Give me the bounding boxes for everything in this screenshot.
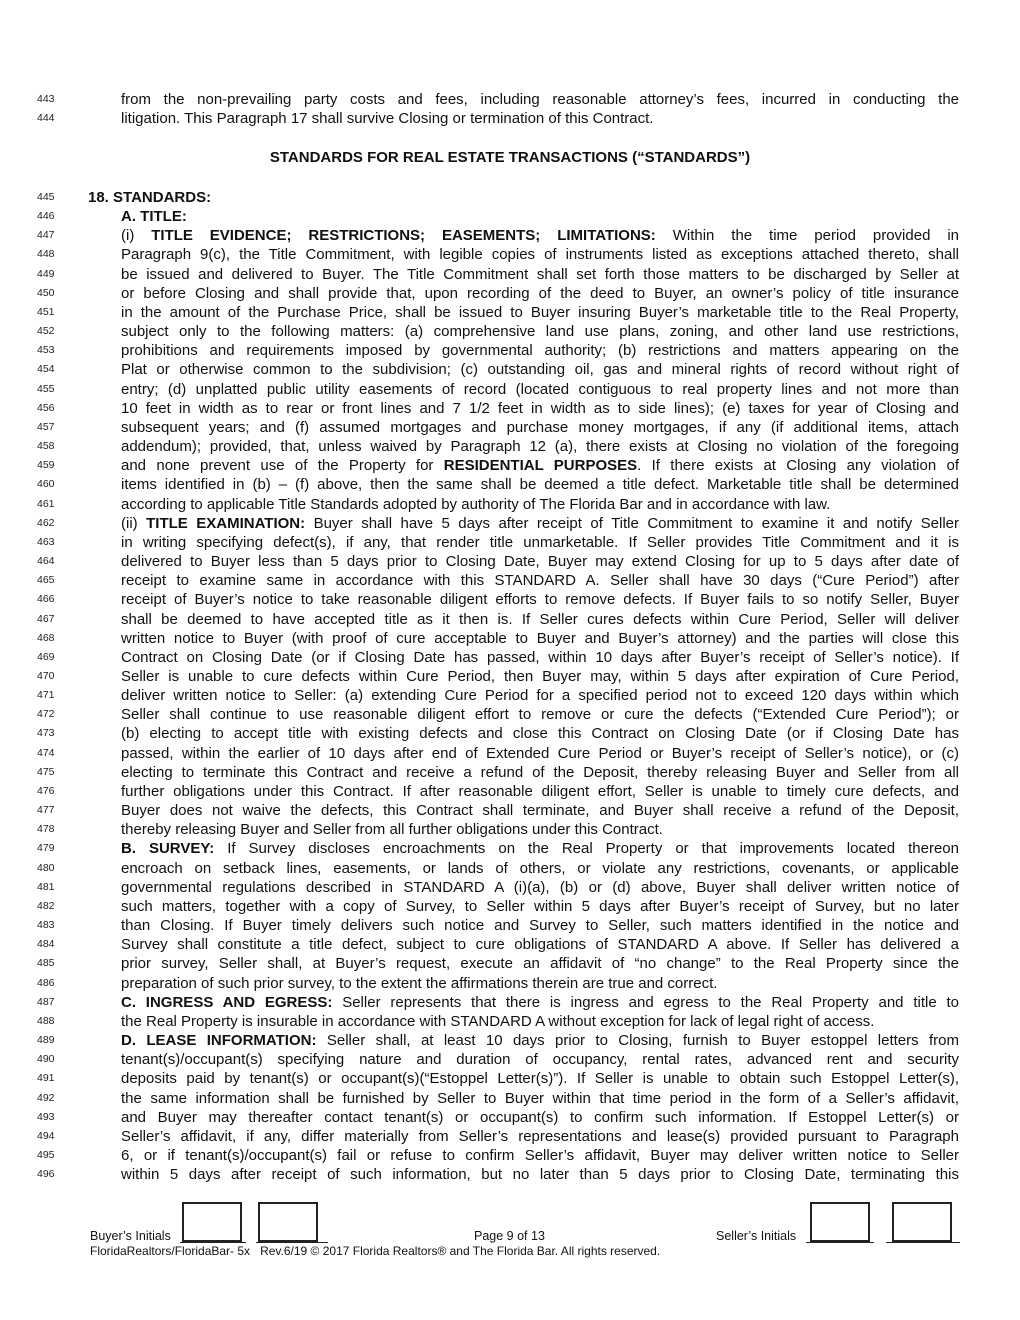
text-run: delivered to Buyer less than 5 days prior to Closing Date, Buyer may extend Closing for up to 5 days after date of xyxy=(121,553,959,571)
bold-text: RESIDENTIAL PURPOSES xyxy=(443,457,638,475)
bold-text: B. SURVEY: xyxy=(121,840,215,858)
line-text xyxy=(121,667,959,686)
contract-line xyxy=(0,1108,1020,1127)
contract-line xyxy=(0,418,1020,437)
contract-line xyxy=(0,916,1020,935)
buyer-initials-underline-2 xyxy=(256,1242,328,1243)
line-number: 467 xyxy=(37,612,55,625)
line-text xyxy=(121,90,959,109)
text-run: deliver written notice to Seller: (a) extending Cure Period for a specified period not to exceed 120 days within which xyxy=(121,687,959,705)
line-text xyxy=(121,495,959,514)
contract-line xyxy=(0,514,1020,533)
form-id: FloridaRealtors/FloridaBar- 5x xyxy=(90,1244,251,1258)
line-number: 483 xyxy=(37,919,55,932)
text-run: Buyer shall have 5 days after receipt of Title Commitment to examine it and notify Seller xyxy=(305,514,959,532)
text-run: entry; (d) unplatted public utility easements of record (located contiguous to real property lines and not more than xyxy=(121,380,959,398)
text-run: within 5 days after receipt of such information, but no later than 5 days prior to Closing Date, terminating this xyxy=(121,1166,959,1184)
contract-line xyxy=(0,629,1020,648)
line-number: 448 xyxy=(37,248,55,261)
line-number: 466 xyxy=(37,593,55,606)
buyer-initials-box-1[interactable] xyxy=(182,1202,242,1242)
contract-line xyxy=(0,495,1020,514)
line-text xyxy=(121,303,959,322)
section-heading: STANDARDS FOR REAL ESTATE TRANSACTIONS (“STANDARDS”) xyxy=(269,149,751,166)
line-text xyxy=(121,360,959,379)
text-run: passed, within the earlier of 10 days after end of Extended Cure Period or Buyer’s receipt of Seller’s notice), or (c) xyxy=(121,744,959,762)
contract-line xyxy=(0,859,1020,878)
contract-line xyxy=(0,1069,1020,1088)
text-run: receipt to examine same in accordance with this STANDARD A. Seller shall have 30 days (“Cure Period”) after xyxy=(121,572,959,590)
text-run: the Real Property is insurable in accordance with STANDARD A without exception for lack of legal right of access. xyxy=(121,1012,875,1030)
contract-line xyxy=(0,571,1020,590)
line-text xyxy=(121,782,959,801)
line-text xyxy=(121,820,959,839)
line-number: 455 xyxy=(37,382,55,395)
line-text xyxy=(121,629,959,648)
line-text xyxy=(121,109,959,128)
contract-line xyxy=(0,686,1020,705)
seller-initials-underline-1 xyxy=(806,1242,874,1243)
text-run: prohibitions and requirements imposed by governmental authority; (b) restrictions and matters appearing on the xyxy=(121,342,959,360)
line-text xyxy=(121,1165,959,1184)
contract-line xyxy=(0,820,1020,839)
contract-line xyxy=(0,303,1020,322)
line-number: 493 xyxy=(37,1110,55,1123)
line-number: 486 xyxy=(37,976,55,989)
contract-line xyxy=(0,109,1020,128)
line-number: 478 xyxy=(37,823,55,836)
text-run: Within the time period provided in xyxy=(655,227,959,245)
text-run: (i) xyxy=(121,227,152,245)
contract-line xyxy=(0,974,1020,993)
line-number: 479 xyxy=(37,842,55,855)
line-number: 452 xyxy=(37,325,55,338)
line-number: 480 xyxy=(37,861,55,874)
line-text xyxy=(121,475,959,494)
contract-line xyxy=(0,705,1020,724)
contract-line xyxy=(0,456,1020,475)
line-text xyxy=(121,974,959,993)
contract-line xyxy=(0,897,1020,916)
text-run: electing to terminate this Contract and receive a refund of the Deposit, thereby releasing Buyer and Seller from all xyxy=(121,763,959,781)
line-number: 460 xyxy=(37,478,55,491)
line-text xyxy=(121,801,959,820)
text-run: the same information shall be furnished by Seller to Buyer within that time period in the form of a Seller’s affidavit, xyxy=(121,1089,959,1107)
line-number: 450 xyxy=(37,286,55,299)
line-number: 473 xyxy=(37,727,55,740)
line-number: 485 xyxy=(37,957,55,970)
contract-line xyxy=(0,399,1020,418)
line-number: 457 xyxy=(37,420,55,433)
line-text xyxy=(121,897,959,916)
line-text xyxy=(121,916,959,935)
line-number: 465 xyxy=(37,574,55,587)
line-number: 453 xyxy=(37,344,55,357)
seller-initials-box-2[interactable] xyxy=(892,1202,952,1242)
bold-text: TITLE EXAMINATION: xyxy=(146,514,306,532)
buyer-initials-underline-1 xyxy=(180,1242,246,1243)
text-run: litigation. This Paragraph 17 shall survive Closing or termination of this Contract. xyxy=(121,110,654,127)
text-run: Survey shall constitute a title defect, subject to cure obligations of STANDARD A above. If Seller has delivered a xyxy=(121,936,959,954)
line-number: 459 xyxy=(37,459,55,472)
line-text xyxy=(121,878,959,897)
line-text xyxy=(121,686,959,705)
line-text xyxy=(121,514,959,533)
line-text xyxy=(121,399,959,418)
text-run: Seller shall, at least 10 days prior to Closing, furnish to Buyer estoppel letters from xyxy=(316,1032,959,1050)
line-number: 443 xyxy=(37,93,55,105)
line-number: 492 xyxy=(37,1091,55,1104)
line-text xyxy=(121,839,959,858)
line-text xyxy=(121,226,959,245)
line-number: 484 xyxy=(37,938,55,951)
contract-line xyxy=(0,437,1020,456)
line-text xyxy=(121,418,959,437)
bold-text: TITLE EVIDENCE; RESTRICTIONS; EASEMENTS; LIMITATIONS: xyxy=(151,227,656,245)
line-text xyxy=(121,1127,959,1146)
contract-line xyxy=(0,1012,1020,1031)
line-number: 454 xyxy=(37,363,55,376)
contract-line xyxy=(0,226,1020,245)
line-text xyxy=(121,322,959,341)
text-run: further obligations under this Contract. If after reasonable diligent effort, Seller is unable to timely cure defects, and xyxy=(121,782,959,800)
seller-initials-box-1[interactable] xyxy=(810,1202,870,1242)
contract-line xyxy=(0,801,1020,820)
text-run: such matters, together with a copy of Survey, to Seller within 5 days after Buyer’s receipt of Survey, but no later xyxy=(121,897,959,915)
text-run: Seller is unable to cure defects within Cure Period, then Buyer may, within 5 days after expiration of Cure Period, xyxy=(121,668,959,685)
line-number: 458 xyxy=(37,440,55,453)
text-run: If Survey discloses encroachments on the Real Property or that improvements located thereon xyxy=(214,840,959,858)
text-run: deposits paid by tenant(s) or occupant(s)(“Estoppel Letter(s)”). If Seller is unable to obtain such Estoppel Letter(s), xyxy=(121,1070,959,1088)
line-text xyxy=(121,610,959,629)
line-text xyxy=(121,380,959,399)
contract-line xyxy=(0,763,1020,782)
contract-line xyxy=(0,475,1020,494)
buyer-initials-box-2[interactable] xyxy=(258,1202,318,1242)
text-run: (ii) xyxy=(121,514,147,532)
buyers-initials-label: Buyer’s Initials xyxy=(90,1229,171,1243)
line-number: 477 xyxy=(37,804,55,817)
text-run: than Closing. If Buyer timely delivers such notice and Survey to Seller, such matters identified in the notice and xyxy=(121,917,959,935)
text-run: Plat or otherwise common to the subdivision; (c) outstanding oil, gas and mineral rights of record without right of xyxy=(121,361,959,379)
text-run: prior survey, Seller shall, at Buyer’s request, execute an affidavit of “no change” to the Real Property since the xyxy=(121,955,959,973)
line-text xyxy=(121,1146,959,1165)
contract-line xyxy=(0,1146,1020,1165)
line-text xyxy=(88,188,926,207)
text-run: and Buyer may thereafter contact tenant(s) or occupant(s) to confirm such information. If Estoppel Letter(s) or xyxy=(121,1108,959,1126)
line-number: 470 xyxy=(37,670,55,682)
line-number: 463 xyxy=(37,535,55,548)
line-text xyxy=(121,993,959,1012)
contract-line xyxy=(0,1165,1020,1184)
contract-line xyxy=(0,322,1020,341)
contract-line xyxy=(0,667,1020,686)
text-run: 6, or if tenant(s)/occupant(s) fail or refuse to confirm Seller’s affidavit, Buyer may deliver written notice to Seller xyxy=(121,1147,959,1164)
contract-line xyxy=(0,935,1020,954)
line-number: 471 xyxy=(37,689,55,702)
line-number: 444 xyxy=(37,112,55,124)
line-text xyxy=(121,859,959,878)
text-run: (b) electing to accept title with existing defects and close this Contract on Closing Date (or if Closing Date has xyxy=(121,725,959,743)
line-number: 475 xyxy=(37,765,55,778)
contract-line xyxy=(0,590,1020,609)
text-run: or before Closing and shall provide that, upon recording of the deed to Buyer, an owner’s policy of title insurance xyxy=(121,284,959,302)
bold-text: C. INGRESS AND EGRESS: xyxy=(121,993,333,1011)
line-number: 462 xyxy=(37,516,55,529)
line-text xyxy=(121,245,959,264)
line-number: 482 xyxy=(37,899,55,912)
text-run: subsequent years; and (f) assumed mortgages and purchase money mortgages, if any (if additional items, attach xyxy=(121,418,959,436)
text-run: according to applicable Title Standards adopted by authority of The Florida Bar and in accordance with law. xyxy=(121,495,831,513)
text-run: encroach on setback lines, easements, or lands of others, or violate any restrictions, covenants, or applicable xyxy=(121,859,959,877)
contract-line xyxy=(0,782,1020,801)
page-footer xyxy=(0,1195,1020,1265)
text-run: receipt of Buyer’s notice to take reasonable diligent efforts to remove defects. If Buyer fails to so notify Seller, Buyer xyxy=(121,591,959,609)
line-text xyxy=(121,1069,959,1088)
text-run: from the non-prevailing party costs and fees, including reasonable attorney’s fees, incurred in conducting the xyxy=(121,91,959,108)
form-footer-text xyxy=(90,1244,660,1258)
line-text xyxy=(121,935,959,954)
line-text xyxy=(121,284,959,303)
text-run: and none prevent use of the Property for xyxy=(121,457,444,475)
line-text xyxy=(121,590,959,609)
contract-line xyxy=(0,1127,1020,1146)
line-text xyxy=(121,705,959,724)
text-run: shall be deemed to have accepted title as it then is. If Seller cures defects within Cure Period, Seller will deliver xyxy=(121,610,959,628)
line-number: 469 xyxy=(37,650,55,663)
text-run: governmental regulations described in STANDARD A (i)(a), (b) or (d) above, Buyer shall deliver written notice of xyxy=(121,878,959,896)
seller-initials-underline-2 xyxy=(886,1242,960,1243)
line-text xyxy=(121,552,959,571)
line-text xyxy=(121,744,959,763)
line-text xyxy=(121,1089,959,1108)
contract-line xyxy=(0,188,1020,207)
line-number: 472 xyxy=(37,708,55,721)
text-run: Seller shall continue to use reasonable diligent effort to remove or cure the defects (“Extended Cure Period”); or xyxy=(121,706,959,724)
line-text xyxy=(121,341,959,360)
line-number: 490 xyxy=(37,1053,55,1066)
line-number: 494 xyxy=(37,1129,55,1142)
line-text xyxy=(121,1012,959,1031)
text-run: Seller represents that there is ingress and egress to the Real Property and title to xyxy=(332,993,959,1011)
text-run: be issued and delivered to Buyer. The Title Commitment shall set forth those matters to be discharged by Seller at xyxy=(121,265,959,283)
line-number: 491 xyxy=(37,1072,55,1085)
text-run: in writing specifying defect(s), if any, that render title unmarketable. If Seller provides Title Commitment and it is xyxy=(121,533,959,551)
line-number: 447 xyxy=(37,229,55,242)
line-number: 464 xyxy=(37,555,55,568)
bold-text: 18. STANDARDS: xyxy=(88,189,212,206)
contract-line xyxy=(0,744,1020,763)
contract-line xyxy=(0,90,1020,109)
contract-line xyxy=(0,380,1020,399)
line-text xyxy=(121,763,959,782)
page-number: Page 9 of 13 xyxy=(474,1229,545,1243)
sellers-initials-label: Seller’s Initials xyxy=(716,1229,797,1243)
text-run: written notice to Buyer (with proof of cure acceptable to Buyer and Buyer’s attorney) and the parties will close this xyxy=(121,629,959,647)
line-number: 488 xyxy=(37,1014,55,1027)
line-number: 451 xyxy=(37,305,55,318)
line-text xyxy=(121,1050,959,1069)
contract-line xyxy=(0,341,1020,360)
text-run: Paragraph 9(c), the Title Commitment, with legible copies of instruments listed as exceptions attached thereto, shall xyxy=(121,246,959,264)
line-number: 456 xyxy=(37,401,55,414)
text-run: Seller’s affidavit, if any, differ materially from Seller’s representations and lease(s) provided pursuant to Paragraph xyxy=(121,1127,959,1145)
text-run: Contract on Closing Date (or if Closing Date has passed, within 10 days after Buyer’s receipt of Seller’s notice). If xyxy=(121,648,959,666)
line-number: 468 xyxy=(37,631,55,644)
line-text xyxy=(121,571,959,590)
line-text xyxy=(121,648,959,667)
bold-text: D. LEASE INFORMATION: xyxy=(121,1032,317,1050)
text-run: thereby releasing Buyer and Seller from all further obligations under this Contract. xyxy=(121,821,663,839)
contract-line xyxy=(0,648,1020,667)
line-number: 481 xyxy=(37,880,55,893)
text-run: items identified in (b) – (f) above, then the same shall be deemed a title defect. Marketable title shall be determined xyxy=(121,476,959,494)
copyright: Rev.6/19 © 2017 Florida Realtors® and The Florida Bar. All rights reserved. xyxy=(260,1244,661,1258)
contract-line xyxy=(0,265,1020,284)
line-number: 496 xyxy=(37,1168,55,1181)
contract-line xyxy=(0,724,1020,743)
line-text xyxy=(121,437,959,456)
line-number: 476 xyxy=(37,784,55,797)
line-text xyxy=(121,207,959,226)
contract-line xyxy=(0,284,1020,303)
line-number: 461 xyxy=(37,497,55,510)
line-number: 489 xyxy=(37,1034,55,1047)
line-number: 449 xyxy=(37,267,55,280)
text-run: tenant(s)/occupant(s) specifying nature and duration of occupancy, rental rates, advanced rent and security xyxy=(121,1051,959,1069)
contract-line xyxy=(0,360,1020,379)
contract-line xyxy=(0,207,1020,226)
line-text xyxy=(121,265,959,284)
text-run: addendum); provided, that, unless waived by Paragraph 12 (a), there exists at Closing no violation of the foregoing xyxy=(121,438,959,456)
contract-line xyxy=(0,954,1020,973)
line-text xyxy=(121,533,959,552)
contract-line xyxy=(0,993,1020,1012)
line-text xyxy=(121,1108,959,1127)
text-run: . If there exists at Closing any violation of xyxy=(637,457,959,475)
text-run: 10 feet in width as to rear or front lines and 7 1/2 feet in width as to side lines); (e) taxes for year of Closing and xyxy=(121,399,959,417)
line-text xyxy=(121,456,959,475)
contract-line xyxy=(0,1050,1020,1069)
line-number: 487 xyxy=(37,995,55,1008)
bold-text: A. TITLE: xyxy=(121,208,187,226)
line-number: 446 xyxy=(37,210,55,223)
text-run: preparation of such prior survey, to the extent the affirmations therein are true and correct. xyxy=(121,974,718,992)
contract-line xyxy=(0,245,1020,264)
line-text xyxy=(121,724,959,743)
line-number: 445 xyxy=(37,191,55,203)
line-text xyxy=(121,954,959,973)
line-number: 495 xyxy=(37,1149,55,1161)
text-run: Buyer does not waive the defects, this Contract shall terminate, and Buyer shall receive a refund of the Deposit, xyxy=(121,802,959,820)
contract-line xyxy=(0,1031,1020,1050)
text-run: in the amount of the Purchase Price, shall be issued to Buyer insuring Buyer’s marketable title to the Real Property, xyxy=(121,303,959,321)
contract-line xyxy=(0,610,1020,629)
text-run: subject only to the following matters: (a) comprehensive land use plans, zoning, and other land use restrictions, xyxy=(121,323,959,341)
contract-line xyxy=(0,533,1020,552)
contract-line xyxy=(0,839,1020,858)
line-text xyxy=(121,1031,959,1050)
line-number: 474 xyxy=(37,746,55,759)
contract-line xyxy=(0,1089,1020,1108)
contract-line xyxy=(0,552,1020,571)
contract-line xyxy=(0,878,1020,897)
